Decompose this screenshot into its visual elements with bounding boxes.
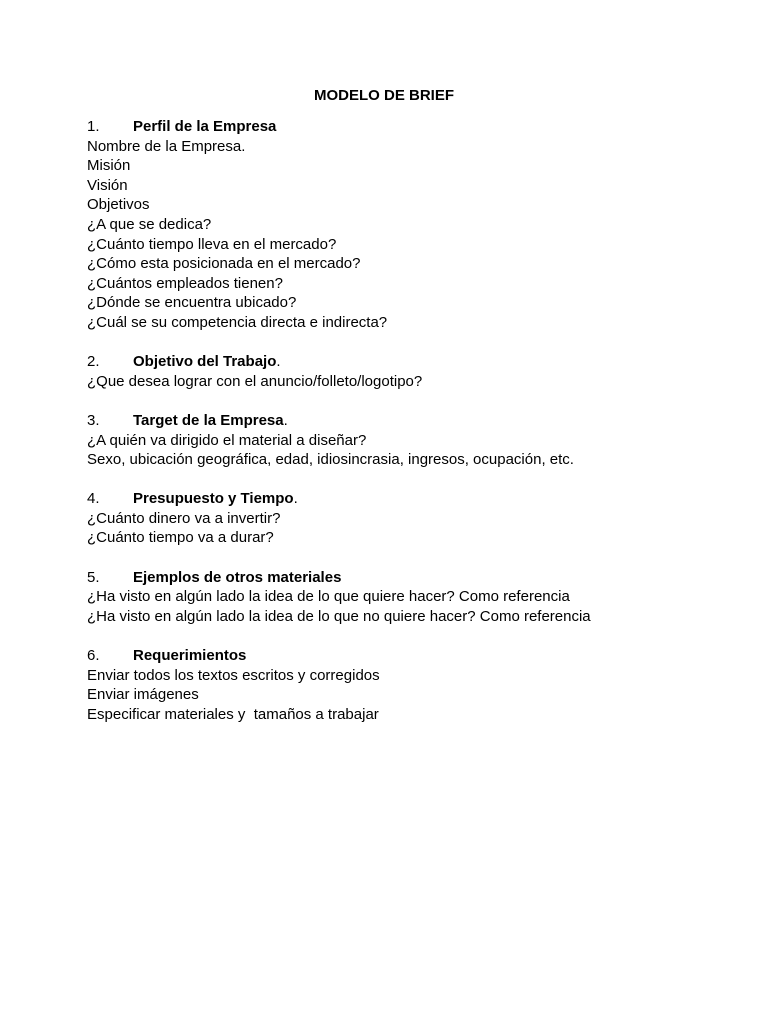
section-line: ¿Cuánto dinero va a invertir? [87, 509, 281, 527]
section-line: ¿A quién va dirigido el material a diseñar? [87, 431, 367, 449]
section-heading [87, 352, 727, 372]
section-title: Target de la Empresa [133, 411, 284, 429]
section-line: Especificar materiales y tamaños a trabajar [87, 705, 379, 723]
section-line: ¿Ha visto en algún lado la idea de lo que no quiere hacer? Como referencia [87, 607, 591, 625]
section-title: Requerimientos [133, 647, 247, 665]
section-line: ¿Cuánto tiempo va a durar? [87, 529, 274, 547]
section-line: ¿Dónde se encuentra ubicado? [87, 294, 297, 312]
section-target-empresa [87, 411, 727, 470]
section-line: ¿Ha visto en algún lado la idea de lo que quiere hacer? Como referencia [87, 588, 570, 606]
section-line: Objetivos [87, 196, 150, 214]
section-number: 4. [87, 490, 100, 508]
section-line: ¿A que se dedica? [87, 215, 212, 233]
section-line: Nombre de la Empresa. [87, 137, 246, 155]
section-requerimientos [87, 646, 727, 724]
section-number: 6. [87, 647, 100, 665]
section-number: 1. [87, 118, 100, 135]
section-line: Misión [87, 157, 131, 175]
section-line: ¿Cuántos empleados tienen? [87, 274, 283, 292]
section-line: Visión [87, 176, 128, 194]
section-title: Presupuesto y Tiempo [133, 490, 294, 508]
document-title: MODELO DE BRIEF [313, 87, 454, 104]
section-title-suffix: . [283, 411, 288, 429]
section-heading [87, 646, 727, 666]
section-title: Ejemplos de otros materiales [133, 568, 342, 586]
section-line: ¿Cómo esta posicionada en el mercado? [87, 255, 361, 273]
section-presupuesto-tiempo [87, 489, 727, 548]
section-ejemplos-materiales [87, 568, 727, 627]
section-heading [87, 117, 727, 137]
section-number: 5. [87, 568, 100, 586]
section-line: Enviar imágenes [87, 686, 199, 704]
section-number: 3. [87, 411, 100, 429]
section-objetivo-trabajo [87, 352, 727, 391]
section-title: Objetivo del Trabajo [133, 353, 277, 371]
section-heading [87, 568, 727, 588]
section-line: ¿Cuánto tiempo lleva en el mercado? [87, 235, 337, 253]
section-line: Enviar todos los textos escritos y corregidos [87, 666, 380, 684]
section-title: Perfil de la Empresa [133, 118, 277, 135]
section-heading [87, 411, 727, 431]
section-line: ¿Que desea lograr con el anuncio/folleto/logotipo? [87, 372, 423, 390]
section-perfil-empresa [87, 117, 727, 333]
document-body [87, 117, 727, 744]
section-line: Sexo, ubicación geográfica, edad, idiosincrasia, ingresos, ocupación, etc. [87, 451, 574, 469]
section-heading [87, 489, 727, 509]
section-title-suffix: . [293, 490, 298, 508]
section-line: ¿Cuál se su competencia directa e indirecta? [87, 313, 388, 331]
section-number: 2. [87, 353, 100, 371]
section-title-suffix: . [276, 353, 281, 371]
